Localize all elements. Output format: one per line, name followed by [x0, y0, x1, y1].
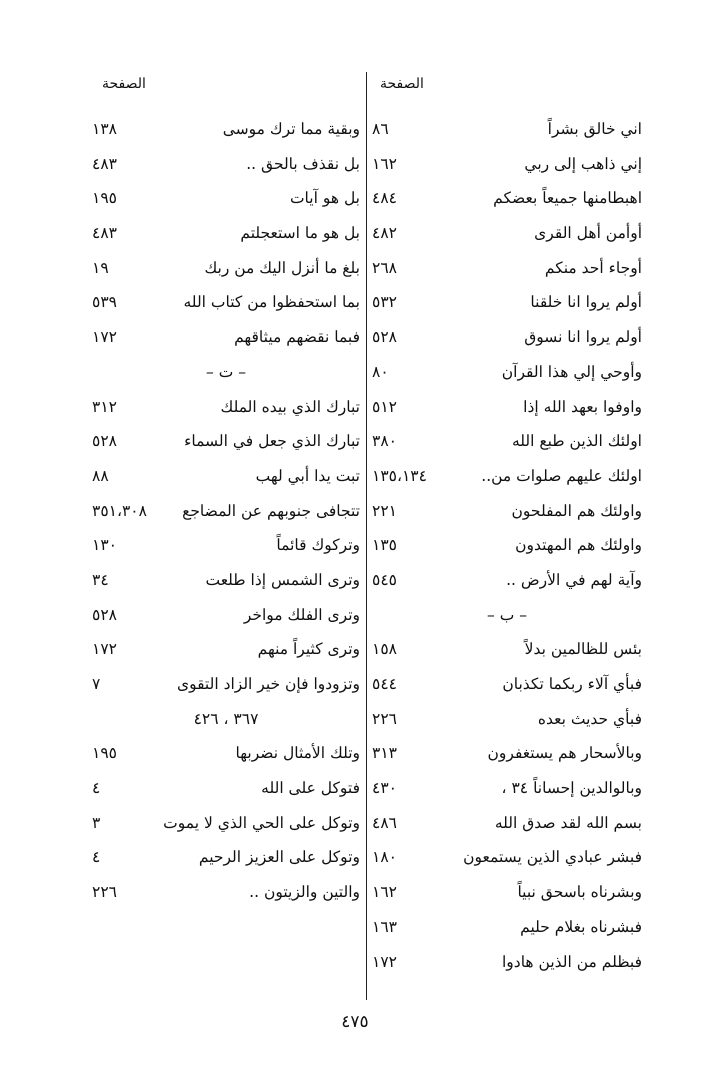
verse-text: فبشر عبادي الذين يستمعون [463, 848, 642, 867]
page-reference: ٤ [92, 848, 101, 867]
verse-text: فبأي حديث بعده [537, 709, 642, 728]
index-entry [372, 771, 642, 806]
verse-text: والتين والزيتون .. [249, 883, 360, 902]
verse-text: وترى كثيراً منهم [257, 640, 360, 659]
page-reference: ١٦٢ [372, 154, 397, 173]
index-entry [372, 736, 642, 771]
verse-text: وبقية مما ترك موسى [222, 120, 360, 138]
page-reference: ١٧٢ [92, 328, 117, 347]
verse-text: واولئك هم المفلحون [511, 501, 642, 520]
verse-text: إني ذاهب إلى ربي [524, 154, 642, 173]
verse-text: تبارك الذي بيده الملك [220, 397, 360, 416]
verse-text: وتوكل على العزيز الرحيم [198, 848, 360, 867]
page-reference: ١٩٥ [92, 189, 117, 208]
page-reference: ١٧٢ [372, 952, 397, 971]
verse-text: فبما نقضهم ميثاقهم [234, 328, 360, 347]
index-entry [372, 424, 642, 459]
index-entry [372, 285, 642, 320]
index-entry [92, 840, 360, 875]
verse-text: فتوكل على الله [261, 779, 360, 798]
column-header: الصفحة [102, 76, 146, 92]
verse-text: وأوحي إلي هذا القرآن [501, 362, 642, 381]
verse-text: واوفوا بعهد الله إذا [523, 397, 642, 416]
index-entry [372, 563, 642, 598]
page-reference: ٣٥١،٣٠٨ [92, 501, 147, 520]
verse-text: بل هو ما استعجلتم [240, 224, 360, 243]
verse-text: أوجاء أحد منكم [544, 258, 642, 277]
index-entry [372, 216, 642, 251]
page-reference: ٤٨٣ [92, 154, 117, 173]
page-number: ٤٧٥ [341, 1012, 369, 1032]
page-reference: ٨٠ [372, 362, 389, 381]
index-entry [372, 320, 642, 355]
page-reference: ٥٤٤ [372, 675, 397, 693]
page-reference: ٨٦ [372, 120, 389, 138]
index-entry [372, 390, 642, 425]
index-entries [372, 112, 642, 979]
index-entry [92, 285, 360, 320]
verse-text: بسم الله لقد صدق الله [494, 813, 642, 832]
index-entry [372, 945, 642, 980]
verse-text: وبالوالدين إحساناً ٣٤ ، [501, 779, 642, 798]
page-reference: ٣١٣ [372, 744, 397, 763]
section-letter: – ت – [206, 362, 246, 381]
verse-text: وبشرناه باسحق نبياً [517, 883, 642, 902]
page-reference: ١٦٢ [372, 883, 397, 902]
page-reference: ٤ [92, 779, 101, 798]
verse-text: وبالأسحار هم يستغفرون [487, 744, 642, 763]
verse-text: اولئك الذين طبع الله [511, 432, 642, 451]
page-reference: ١٧٢ [92, 640, 117, 659]
index-entry [372, 667, 642, 702]
verse-text: بما استحفظوا من كتاب الله [183, 293, 360, 312]
verse-text: واولئك هم المهتدون [515, 536, 642, 555]
page-reference: ٢٢٦ [372, 709, 397, 728]
verse-text: فبشرناه بغلام حليم [520, 917, 642, 936]
index-entry [92, 563, 360, 598]
verse-text: وتوكل على الحي الذي لا يموت [163, 813, 360, 832]
index-entry [372, 251, 642, 286]
index-entry [372, 875, 642, 910]
index-entry [92, 528, 360, 563]
page-reference: ٧ [92, 675, 101, 693]
page-reference: ٤٨٤ [372, 189, 397, 208]
verse-text: فبظلم من الذين هادوا [502, 952, 642, 971]
index-entry [92, 216, 360, 251]
index-entry [372, 632, 642, 667]
verse-text: فبأي آلاء ربكما تكذبان [502, 675, 642, 693]
verse-text: تبارك الذي جعل في السماء [184, 432, 360, 451]
index-entry [92, 598, 360, 633]
page-reference: ٥٤٥ [372, 570, 397, 589]
index-entry-continuation [92, 702, 360, 737]
page-reference: ٤٨٢ [372, 224, 397, 243]
index-entry [372, 181, 642, 216]
verse-text: وترى الشمس إذا طلعت [205, 570, 360, 589]
verse-text: أولم يروا انا نسوق [524, 328, 642, 347]
verse-text: وآية لهم في الأرض .. [506, 570, 642, 589]
page-reference: ٢٢٦ [92, 883, 117, 902]
index-entry [92, 875, 360, 910]
page-reference: ١٣٥،١٣٤ [372, 466, 427, 485]
verse-text: وتزودوا فإن خير الزاد التقوى [176, 675, 360, 693]
page-reference: ٢٢١ [372, 501, 397, 520]
page-reference: ٥٢٨ [372, 328, 397, 347]
page-reference: ١٣٥ [372, 536, 397, 555]
page-reference: ١٩٥ [92, 744, 117, 763]
index-entry [92, 112, 360, 147]
index-entry [92, 632, 360, 667]
verse-text: أوأمن أهل القرى [534, 224, 642, 243]
index-entry [372, 806, 642, 841]
letter-section-heading [372, 598, 642, 633]
column-divider [366, 72, 367, 1000]
page-reference: ٥٢٨ [92, 605, 117, 624]
page-reference: ١٣٠ [92, 536, 117, 555]
index-entry [92, 494, 360, 529]
index-entry [372, 494, 642, 529]
index-entry [372, 528, 642, 563]
page-reference: ١٣٨ [92, 120, 117, 138]
index-entry [372, 840, 642, 875]
page-reference: ٥٢٨ [92, 432, 117, 451]
index-entry [92, 806, 360, 841]
page-reference: ١٩ [92, 258, 109, 277]
page-reference: ٣٤ [92, 570, 109, 589]
index-entries [92, 112, 360, 910]
section-letter: – ب – [487, 605, 527, 624]
page-reference: ٤٨٣ [92, 224, 117, 243]
page-reference: ٤٣٠ [372, 779, 397, 798]
verse-text: وترى الفلك مواخر [243, 605, 360, 624]
index-column-right [372, 70, 642, 979]
page-reference: ٥١٢ [372, 397, 397, 416]
index-entry [372, 355, 642, 390]
page-reference: ٣٨٠ [372, 432, 397, 451]
verse-text: بل نقذف بالحق .. [246, 154, 360, 173]
verse-text: ٣٦٧ ، ٤٢٦ [193, 709, 259, 728]
index-entry [92, 667, 360, 702]
letter-section-heading [92, 355, 360, 390]
index-entry [92, 736, 360, 771]
page-reference: ٢٦٨ [372, 258, 397, 277]
verse-text: تبت يدا أبي لهب [255, 466, 360, 485]
index-entry [372, 910, 642, 945]
index-entry [92, 771, 360, 806]
index-entry [92, 181, 360, 216]
index-entry [92, 390, 360, 425]
verse-text: اهبطامنها جميعاً بعضكم [493, 189, 642, 208]
page-reference: ١٥٨ [372, 640, 397, 659]
index-entry [92, 320, 360, 355]
index-entry [372, 702, 642, 737]
column-header: الصفحة [380, 76, 424, 92]
verse-text: بئس للظالمين بدلاً [524, 640, 642, 659]
verse-text: بلغ ما أنزل اليك من ربك [204, 258, 360, 277]
verse-text: أولم يروا انا خلقنا [530, 293, 642, 312]
page-reference: ٤٨٦ [372, 813, 397, 832]
page-reference: ١٨٠ [372, 848, 397, 867]
verse-text: وتركوك قائماً [276, 536, 360, 555]
page-reference: ٣ [92, 813, 101, 832]
index-entry [372, 112, 642, 147]
page-reference: ٥٣٢ [372, 293, 397, 312]
index-entry [92, 424, 360, 459]
verse-text: اولئك عليهم صلوات من.. [481, 466, 642, 485]
index-entry [372, 147, 642, 182]
verse-text: وتلك الأمثال نضربها [235, 744, 360, 763]
page-reference: ٣١٢ [92, 397, 117, 416]
index-column-left [92, 70, 360, 910]
page-reference: ٨٨ [92, 466, 109, 485]
verse-text: تتجافى جنوبهم عن المضاجع [182, 501, 360, 520]
index-entry [372, 459, 642, 494]
index-entry [92, 459, 360, 494]
index-entry [92, 147, 360, 182]
index-entry [92, 251, 360, 286]
verse-text: بل هو آيات [289, 189, 360, 208]
verse-text: اني خالق بشراً [547, 120, 642, 138]
page-reference: ٥٣٩ [92, 293, 117, 312]
page-reference: ١٦٣ [372, 917, 397, 936]
